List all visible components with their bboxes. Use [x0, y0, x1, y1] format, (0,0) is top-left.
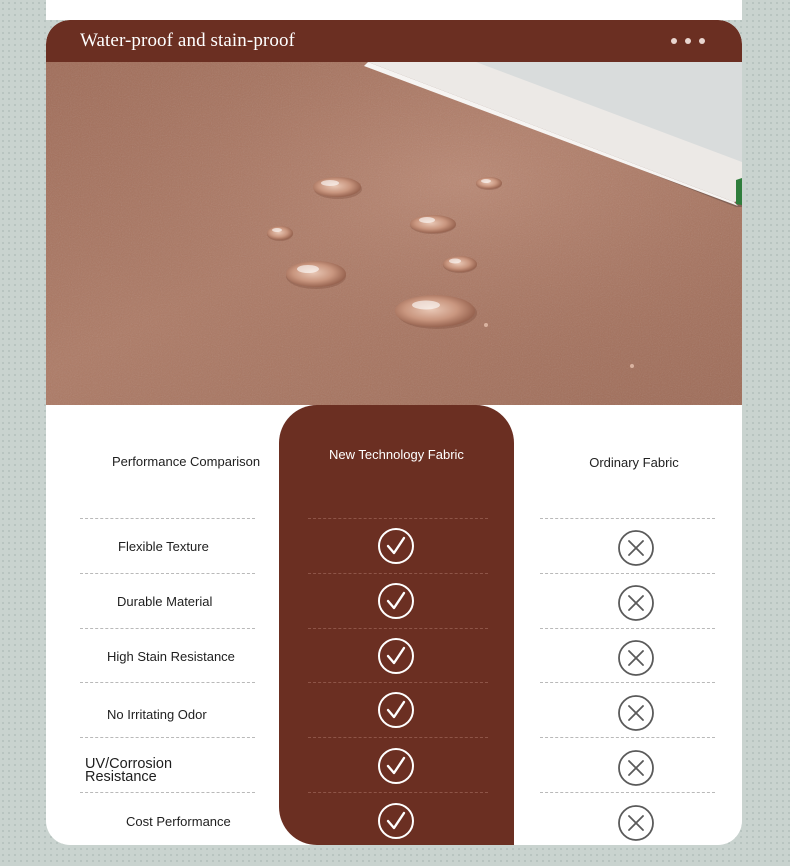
check-circle-icon [377, 691, 415, 729]
check-circle-icon [377, 637, 415, 675]
row-divider [80, 573, 255, 574]
check-circle-icon [377, 802, 415, 840]
header-title: Water-proof and stain-proof [80, 30, 295, 51]
row-divider [540, 792, 715, 793]
fabric-photo [46, 62, 742, 405]
row-divider [80, 792, 255, 793]
row-divider [540, 737, 715, 738]
row-label-no-irritating-odor: No Irritating Odor [107, 707, 207, 722]
row-divider [80, 518, 255, 519]
row-label-flexible-texture: Flexible Texture [118, 539, 209, 554]
row-divider [80, 682, 255, 683]
row-divider [540, 518, 715, 519]
row-divider [540, 628, 715, 629]
row-divider [308, 737, 488, 738]
row-divider [308, 518, 488, 519]
row-divider [80, 737, 255, 738]
new-fabric-header: New Technology Fabric [329, 447, 464, 462]
dot [671, 38, 677, 44]
cross-circle-icon [617, 749, 655, 787]
check-circle-icon [377, 527, 415, 565]
row-label-uv-corrosion-resistance: UV/Corrosion Resistance [85, 756, 173, 785]
row-divider [308, 573, 488, 574]
dot [685, 38, 691, 44]
check-circle-icon [377, 747, 415, 785]
row-divider [308, 792, 488, 793]
top-strip [46, 0, 742, 20]
cross-circle-icon [617, 529, 655, 567]
row-label-cost-performance: Cost Performance [126, 814, 231, 829]
card-header [46, 20, 742, 62]
dot [699, 38, 705, 44]
row-divider [540, 573, 715, 574]
comparison-table [46, 405, 742, 845]
row-divider [308, 682, 488, 683]
cross-circle-icon [617, 804, 655, 842]
row-divider [80, 628, 255, 629]
cross-circle-icon [617, 694, 655, 732]
more-options-icon[interactable] [671, 38, 705, 44]
cross-circle-icon [617, 639, 655, 677]
water-droplets-image [46, 62, 742, 405]
feature-column-header: Performance Comparison [112, 454, 261, 469]
check-circle-icon [377, 582, 415, 620]
ordinary-fabric-header: Ordinary Fabric [589, 455, 679, 470]
row-label-durable-material: Durable Material [117, 594, 213, 609]
row-divider [308, 628, 488, 629]
row-divider [540, 682, 715, 683]
row-label-high-stain-resistance: High Stain Resistance [107, 649, 235, 664]
product-card [46, 20, 742, 845]
cross-circle-icon [617, 584, 655, 622]
